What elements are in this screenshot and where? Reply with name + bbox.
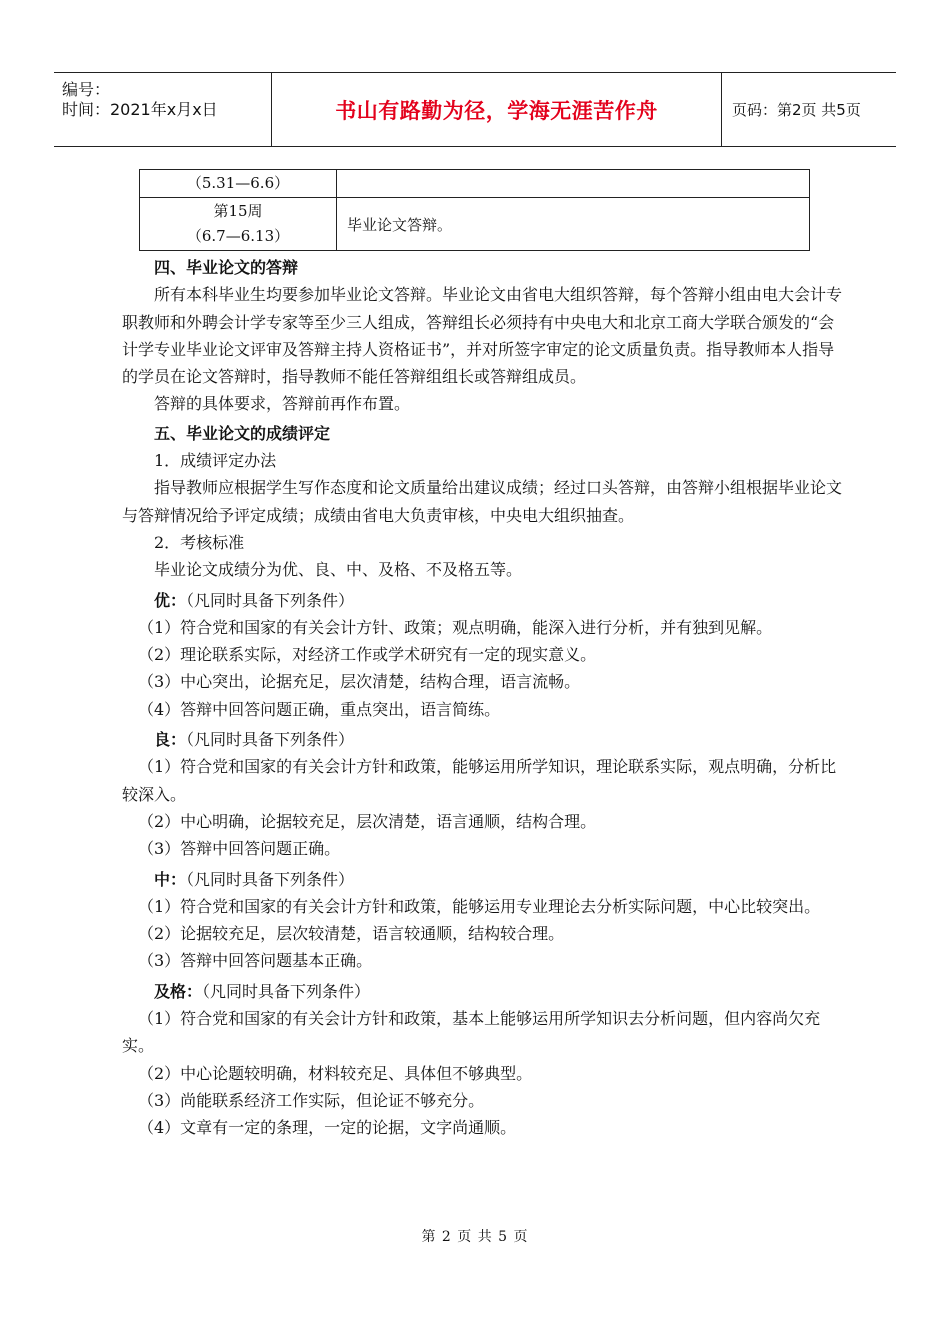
activity-cell: 毕业论文答辩。 <box>337 198 810 251</box>
criteria-item: （3）答辩中回答问题基本正确。 <box>138 951 373 971</box>
section-heading: 五、毕业论文的成绩评定 <box>154 423 331 443</box>
criteria-item: （4）答辩中回答问题正确，重点突出，语言简练。 <box>138 699 501 719</box>
grade-label: 及格： <box>154 981 203 1001</box>
activity-cell <box>337 170 810 198</box>
criteria-item: （4）文章有一定的条理，一定的论据，文字尚通顺。 <box>138 1118 517 1138</box>
header-motto-cell <box>271 73 722 146</box>
grade-heading <box>122 726 842 753</box>
criteria-item: （2）中心明确，论据较充足，层次清楚，语言通顺，结构合理。 <box>138 811 597 831</box>
header-left-cell <box>54 73 271 146</box>
subheading: 1．成绩评定办法 <box>154 451 277 471</box>
page-footer: 第 2 页 共 5 页 <box>421 1229 529 1245</box>
page-header <box>54 72 896 147</box>
subheading: 2．考核标准 <box>154 532 245 552</box>
document-number-label: 编号： <box>62 80 111 99</box>
week-number: 第15周 <box>213 202 263 220</box>
grade-label: 优： <box>154 590 187 610</box>
grade-heading <box>122 587 842 614</box>
grade-condition: （凡同时具备下列条件） <box>186 730 355 750</box>
week-cell <box>140 170 337 198</box>
criteria-item: （1）符合党和国家的有关会计方针、政策；观点明确，能深入进行分析，并有独到见解。 <box>138 617 773 637</box>
criteria-item: （2）中心论题较明确，材料较充足、具体但不够典型。 <box>138 1063 533 1083</box>
week-cell <box>140 198 337 251</box>
paragraph: 答辩的具体要求，答辩前再作布置。 <box>154 394 411 414</box>
criteria-item: （3）尚能联系经济工作实际，但论证不够充分。 <box>138 1090 485 1110</box>
criteria-item: （1）符合党和国家的有关会计方针和政策，能够运用所学知识，理论联系实际，观点明确，分析比较深入。 <box>122 757 837 804</box>
header-motto: 书山有路勤为径，学海无涯苦作舟 <box>335 98 658 123</box>
paragraph: 指导教师应根据学生写作态度和论文质量给出建议成绩；经过口头答辩，由答辩小组根据毕业论文与答辩情况给予评定成绩；成绩由省电大负责审核，中央电大组织抽查。 <box>122 478 843 525</box>
schedule-table <box>139 169 810 251</box>
grade-heading <box>122 978 842 1005</box>
grade-label: 良： <box>154 730 187 750</box>
grade-condition: （凡同时具备下列条件） <box>186 869 355 889</box>
grade-condition: （凡同时具备下列条件） <box>186 590 355 610</box>
table-row <box>140 170 810 198</box>
document-date-label: 时间：2021年x月x日 <box>62 100 218 119</box>
header-right-cell <box>720 73 896 146</box>
criteria-item: （1）符合党和国家的有关会计方针和政策，基本上能够运用所学知识去分析问题，但内容尚欠充实。 <box>122 1009 821 1056</box>
criteria-item: （3）答辩中回答问题正确。 <box>138 839 341 859</box>
criteria-item: （1）符合党和国家的有关会计方针和政策，能够运用专业理论去分析实际问题，中心比较突出。 <box>138 896 821 916</box>
paragraph: 毕业论文成绩分为优、良、中、及格、不及格五等。 <box>154 560 523 580</box>
document-body <box>122 254 842 1142</box>
grade-condition: （凡同时具备下列条件） <box>202 981 371 1001</box>
criteria-item: （3）中心突出，论据充足，层次清楚，结构合理，语言流畅。 <box>138 672 581 692</box>
criteria-item: （2）理论联系实际，对经济工作或学术研究有一定的现实意义。 <box>138 645 597 665</box>
week-dates: （5.31—6.6） <box>186 174 290 192</box>
header-page-info: 页码：第2页 共5页 <box>732 101 861 119</box>
paragraph: 所有本科毕业生均要参加毕业论文答辩。毕业论文由省电大组织答辩，每个答辩小组由电大会计专职教师和外聘会计学专家等至少三人组成，答辩组长必须持有中央电大和北京工商大学联合颁发的“会计学专业毕业论文评审及答辩主持人资格证书”，并对所签字审定的论文质量负责。指导教师本人指导的学员在论文答辩时，指导教师不能任答辩组组长或答辩组成员。 <box>122 285 843 387</box>
grade-heading <box>122 866 842 893</box>
week-dates: （6.7—6.13） <box>186 227 290 245</box>
grade-label: 中： <box>154 869 187 889</box>
criteria-item: （2）论据较充足，层次较清楚，语言较通顺，结构较合理。 <box>138 924 565 944</box>
section-heading: 四、毕业论文的答辩 <box>154 258 299 277</box>
table-row <box>140 198 810 251</box>
